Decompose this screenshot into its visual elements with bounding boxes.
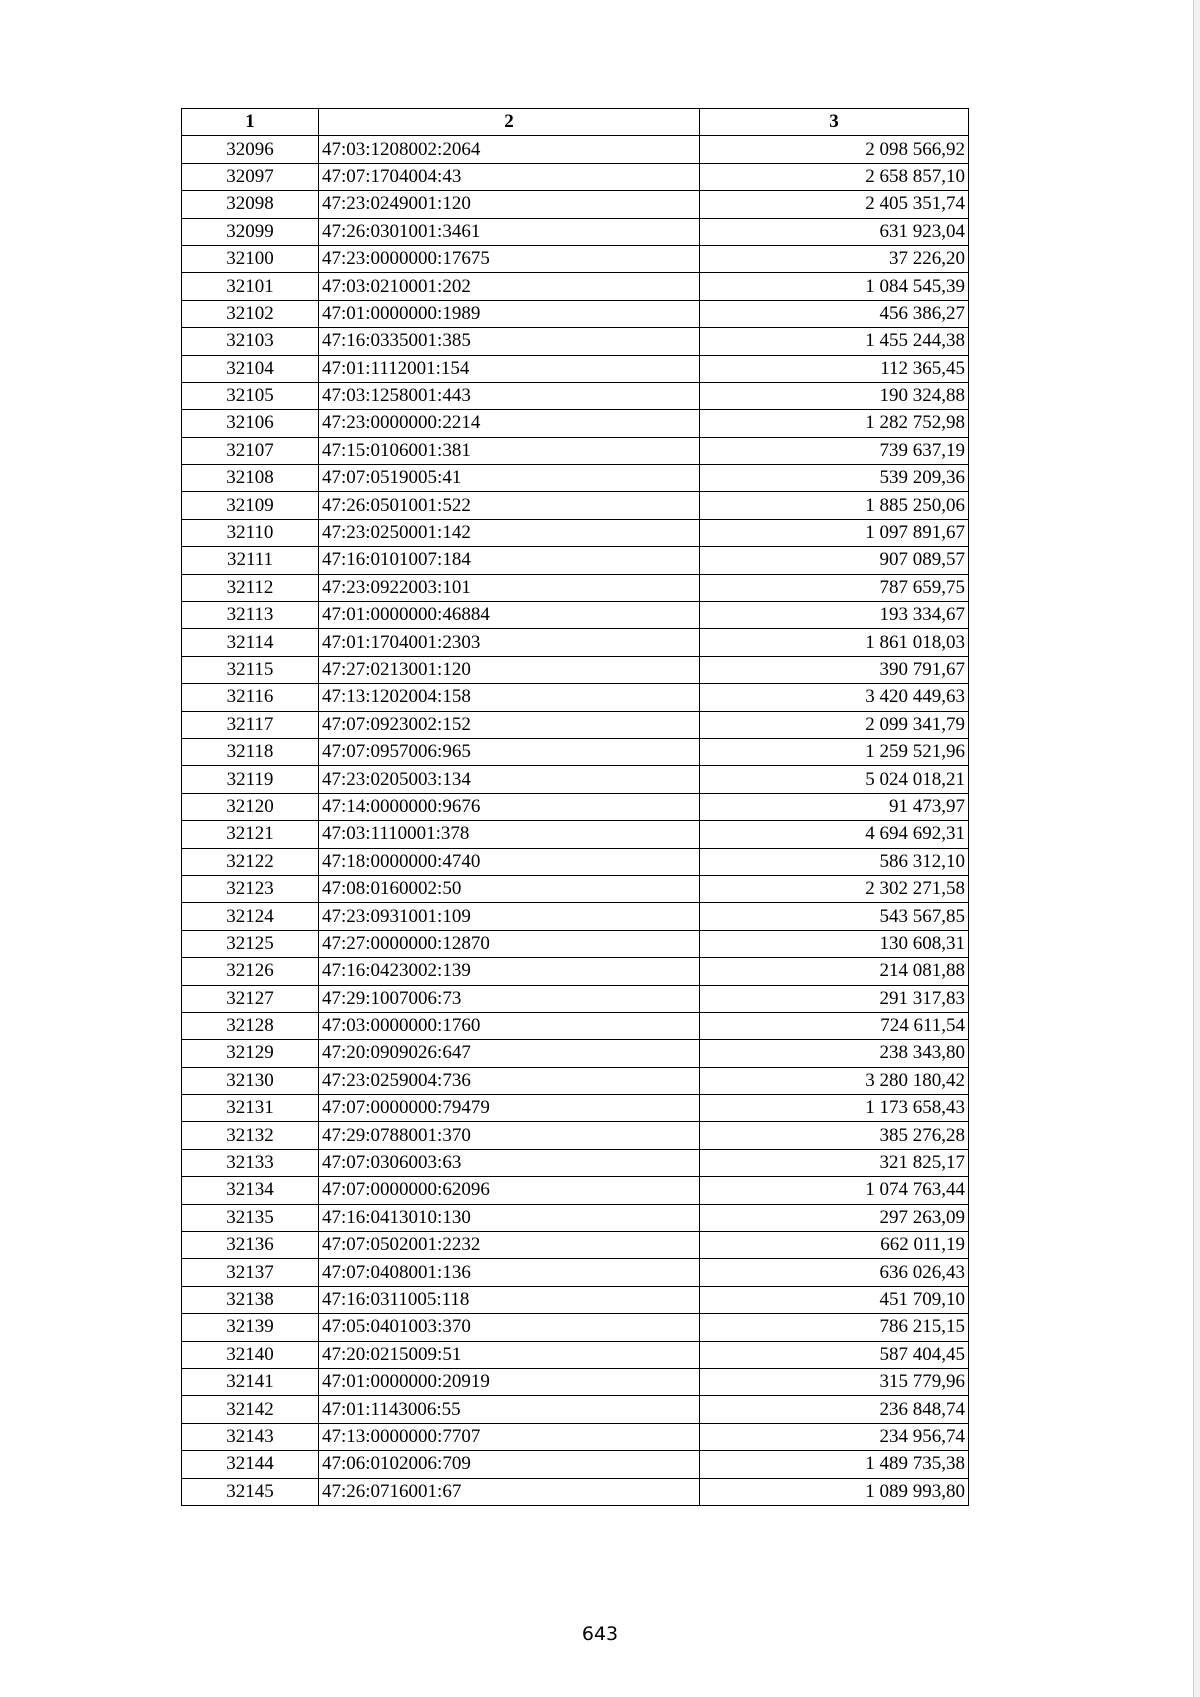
table-row: [182, 1451, 969, 1478]
table-row: [182, 245, 969, 272]
cadastral-number: 47:23:0931001:109: [319, 903, 700, 930]
row-number: 32123: [182, 875, 319, 902]
row-number: 32145: [182, 1478, 319, 1505]
row-value: 112 365,45: [700, 355, 969, 382]
table-row: [182, 930, 969, 957]
table-row: [182, 903, 969, 930]
row-value: 1 084 545,39: [700, 273, 969, 300]
row-number: 32105: [182, 382, 319, 409]
row-value: 234 956,74: [700, 1423, 969, 1450]
row-number: 32101: [182, 273, 319, 300]
row-number: 32121: [182, 821, 319, 848]
row-value: 539 209,36: [700, 465, 969, 492]
row-value: 5 024 018,21: [700, 766, 969, 793]
row-value: 1 489 735,38: [700, 1451, 969, 1478]
row-value: 907 089,57: [700, 547, 969, 574]
cadastral-number: 47:23:0205003:134: [319, 766, 700, 793]
row-number: 32115: [182, 656, 319, 683]
row-value: 1 259 521,96: [700, 738, 969, 765]
row-number: 32131: [182, 1095, 319, 1122]
cadastral-number: 47:14:0000000:9676: [319, 793, 700, 820]
table-row: [182, 410, 969, 437]
row-number: 32119: [182, 766, 319, 793]
cadastral-number: 47:08:0160002:50: [319, 875, 700, 902]
row-value: 543 567,85: [700, 903, 969, 930]
table-row: [182, 218, 969, 245]
table-row: [182, 1149, 969, 1176]
row-value: 37 226,20: [700, 245, 969, 272]
cadastral-number: 47:03:0210001:202: [319, 273, 700, 300]
table-row: [182, 437, 969, 464]
cadastral-number: 47:01:0000000:1989: [319, 300, 700, 327]
row-value: 321 825,17: [700, 1149, 969, 1176]
cadastral-number: 47:03:0000000:1760: [319, 1012, 700, 1039]
row-value: 91 473,97: [700, 793, 969, 820]
cadastral-number: 47:23:0922003:101: [319, 574, 700, 601]
row-number: 32108: [182, 465, 319, 492]
cadastral-number: 47:07:0306003:63: [319, 1149, 700, 1176]
header-col-2: 2: [319, 109, 700, 136]
cadastral-number: 47:01:1143006:55: [319, 1396, 700, 1423]
table-row: [182, 629, 969, 656]
row-value: 586 312,10: [700, 848, 969, 875]
row-value: 3 420 449,63: [700, 684, 969, 711]
cadastral-number: 47:16:0413010:130: [319, 1204, 700, 1231]
table-row: [182, 273, 969, 300]
page-edge-shade: [1194, 0, 1200, 1697]
row-value: 130 608,31: [700, 930, 969, 957]
cadastral-number: 47:23:0259004:736: [319, 1067, 700, 1094]
row-number: 32110: [182, 519, 319, 546]
table-row: [182, 1396, 969, 1423]
row-number: 32117: [182, 711, 319, 738]
cadastral-number: 47:29:1007006:73: [319, 985, 700, 1012]
table-row: [182, 163, 969, 190]
cadastral-number: 47:15:0106001:381: [319, 437, 700, 464]
row-number: 32134: [182, 1177, 319, 1204]
cadastral-number: 47:06:0102006:709: [319, 1451, 700, 1478]
table-row: [182, 328, 969, 355]
table-row: [182, 1423, 969, 1450]
table-row: [182, 738, 969, 765]
cadastral-number: 47:26:0301001:3461: [319, 218, 700, 245]
table-row: [182, 191, 969, 218]
row-number: 32098: [182, 191, 319, 218]
cadastral-number: 47:20:0909026:647: [319, 1040, 700, 1067]
cadastral-number: 47:20:0215009:51: [319, 1341, 700, 1368]
table-row: [182, 821, 969, 848]
table-row: [182, 602, 969, 629]
row-value: 3 280 180,42: [700, 1067, 969, 1094]
row-number: 32128: [182, 1012, 319, 1039]
row-value: 1 089 993,80: [700, 1478, 969, 1505]
row-value: 787 659,75: [700, 574, 969, 601]
row-number: 32109: [182, 492, 319, 519]
table-row: [182, 136, 969, 163]
row-number: 32142: [182, 1396, 319, 1423]
table-row: [182, 1232, 969, 1259]
row-number: 32133: [182, 1149, 319, 1176]
row-number: 32100: [182, 245, 319, 272]
table-row: [182, 492, 969, 519]
table-row: [182, 958, 969, 985]
cadastral-number: 47:03:1258001:443: [319, 382, 700, 409]
cadastral-number: 47:23:0249001:120: [319, 191, 700, 218]
table-row: [182, 1040, 969, 1067]
cadastral-number: 47:26:0716001:67: [319, 1478, 700, 1505]
cadastral-number: 47:03:1110001:378: [319, 821, 700, 848]
row-value: 291 317,83: [700, 985, 969, 1012]
cadastral-number: 47:07:0957006:965: [319, 738, 700, 765]
table-row: [182, 766, 969, 793]
row-value: 190 324,88: [700, 382, 969, 409]
table-row: [182, 1095, 969, 1122]
data-table: [181, 108, 969, 1506]
row-value: 4 694 692,31: [700, 821, 969, 848]
cadastral-number: 47:01:1704001:2303: [319, 629, 700, 656]
row-value: 1 097 891,67: [700, 519, 969, 546]
row-number: 32144: [182, 1451, 319, 1478]
table-row: [182, 1204, 969, 1231]
row-value: 724 611,54: [700, 1012, 969, 1039]
row-number: 32129: [182, 1040, 319, 1067]
row-value: 456 386,27: [700, 300, 969, 327]
row-value: 2 098 566,92: [700, 136, 969, 163]
table-header: [182, 109, 969, 136]
row-value: 1 074 763,44: [700, 1177, 969, 1204]
cadastral-number: 47:26:0501001:522: [319, 492, 700, 519]
row-value: 236 848,74: [700, 1396, 969, 1423]
cadastral-number: 47:18:0000000:4740: [319, 848, 700, 875]
cadastral-number: 47:23:0000000:2214: [319, 410, 700, 437]
row-number: 32141: [182, 1368, 319, 1395]
cadastral-number: 47:05:0401003:370: [319, 1314, 700, 1341]
row-number: 32116: [182, 684, 319, 711]
row-value: 2 658 857,10: [700, 163, 969, 190]
table-row: [182, 1122, 969, 1149]
cadastral-number: 47:16:0335001:385: [319, 328, 700, 355]
cadastral-number: 47:23:0000000:17675: [319, 245, 700, 272]
row-value: 385 276,28: [700, 1122, 969, 1149]
table-row: [182, 382, 969, 409]
table-row: [182, 574, 969, 601]
row-value: 1 861 018,03: [700, 629, 969, 656]
row-value: 1 173 658,43: [700, 1095, 969, 1122]
row-number: 32122: [182, 848, 319, 875]
row-value: 662 011,19: [700, 1232, 969, 1259]
table-row: [182, 1341, 969, 1368]
cadastral-number: 47:27:0213001:120: [319, 656, 700, 683]
row-value: 2 099 341,79: [700, 711, 969, 738]
row-number: 32130: [182, 1067, 319, 1094]
cadastral-number: 47:16:0311005:118: [319, 1286, 700, 1313]
row-number: 32136: [182, 1232, 319, 1259]
cadastral-number: 47:01:0000000:46884: [319, 602, 700, 629]
row-value: 2 405 351,74: [700, 191, 969, 218]
row-number: 32135: [182, 1204, 319, 1231]
table-row: [182, 793, 969, 820]
row-value: 786 215,15: [700, 1314, 969, 1341]
row-number: 32097: [182, 163, 319, 190]
row-value: 2 302 271,58: [700, 875, 969, 902]
table-row: [182, 1478, 969, 1505]
row-value: 587 404,45: [700, 1341, 969, 1368]
table-row: [182, 547, 969, 574]
table-row: [182, 1012, 969, 1039]
cadastral-number: 47:07:0000000:62096: [319, 1177, 700, 1204]
row-number: 32102: [182, 300, 319, 327]
row-number: 32140: [182, 1341, 319, 1368]
row-number: 32125: [182, 930, 319, 957]
table-row: [182, 684, 969, 711]
row-value: 193 334,67: [700, 602, 969, 629]
row-number: 32113: [182, 602, 319, 629]
row-number: 32103: [182, 328, 319, 355]
page-number: 643: [581, 1623, 619, 1645]
row-value: 1 885 250,06: [700, 492, 969, 519]
table-row: [182, 1286, 969, 1313]
row-number: 32118: [182, 738, 319, 765]
table-row: [182, 465, 969, 492]
cadastral-number: 47:13:1202004:158: [319, 684, 700, 711]
row-number: 32139: [182, 1314, 319, 1341]
row-number: 32120: [182, 793, 319, 820]
row-number: 32104: [182, 355, 319, 382]
row-number: 32126: [182, 958, 319, 985]
row-number: 32111: [182, 547, 319, 574]
row-number: 32114: [182, 629, 319, 656]
row-value: 631 923,04: [700, 218, 969, 245]
cadastral-number: 47:13:0000000:7707: [319, 1423, 700, 1450]
table-row: [182, 1067, 969, 1094]
row-number: 32138: [182, 1286, 319, 1313]
row-number: 32137: [182, 1259, 319, 1286]
cadastral-number: 47:07:0000000:79479: [319, 1095, 700, 1122]
table-row: [182, 711, 969, 738]
row-value: 451 709,10: [700, 1286, 969, 1313]
row-number: 32107: [182, 437, 319, 464]
cadastral-number: 47:07:0408001:136: [319, 1259, 700, 1286]
row-number: 32132: [182, 1122, 319, 1149]
header-row: [182, 109, 969, 136]
header-col-3: 3: [700, 109, 969, 136]
cadastral-number: 47:27:0000000:12870: [319, 930, 700, 957]
row-value: 1 282 752,98: [700, 410, 969, 437]
row-value: 390 791,67: [700, 656, 969, 683]
cadastral-number: 47:01:0000000:20919: [319, 1368, 700, 1395]
table-row: [182, 985, 969, 1012]
cadastral-number: 47:03:1208002:2064: [319, 136, 700, 163]
table-row: [182, 848, 969, 875]
row-number: 32112: [182, 574, 319, 601]
row-value: 297 263,09: [700, 1204, 969, 1231]
table-row: [182, 1368, 969, 1395]
cadastral-number: 47:16:0423002:139: [319, 958, 700, 985]
cadastral-number: 47:29:0788001:370: [319, 1122, 700, 1149]
table-row: [182, 300, 969, 327]
row-number: 32143: [182, 1423, 319, 1450]
row-number: 32099: [182, 218, 319, 245]
table-body: [182, 136, 969, 1506]
table-row: [182, 1259, 969, 1286]
header-col-1: 1: [182, 109, 319, 136]
row-value: 214 081,88: [700, 958, 969, 985]
table-row: [182, 519, 969, 546]
row-number: 32124: [182, 903, 319, 930]
row-number: 32106: [182, 410, 319, 437]
cadastral-number: 47:07:1704004:43: [319, 163, 700, 190]
row-value: 636 026,43: [700, 1259, 969, 1286]
table-row: [182, 1177, 969, 1204]
cadastral-number: 47:16:0101007:184: [319, 547, 700, 574]
row-value: 238 343,80: [700, 1040, 969, 1067]
row-value: 1 455 244,38: [700, 328, 969, 355]
cadastral-number: 47:07:0519005:41: [319, 465, 700, 492]
table-row: [182, 355, 969, 382]
row-number: 32127: [182, 985, 319, 1012]
row-value: 315 779,96: [700, 1368, 969, 1395]
row-value: 739 637,19: [700, 437, 969, 464]
cadastral-number: 47:01:1112001:154: [319, 355, 700, 382]
table-row: [182, 1314, 969, 1341]
cadastral-number: 47:23:0250001:142: [319, 519, 700, 546]
table-row: [182, 656, 969, 683]
cadastral-number: 47:07:0923002:152: [319, 711, 700, 738]
cadastral-number: 47:07:0502001:2232: [319, 1232, 700, 1259]
row-number: 32096: [182, 136, 319, 163]
table-row: [182, 875, 969, 902]
